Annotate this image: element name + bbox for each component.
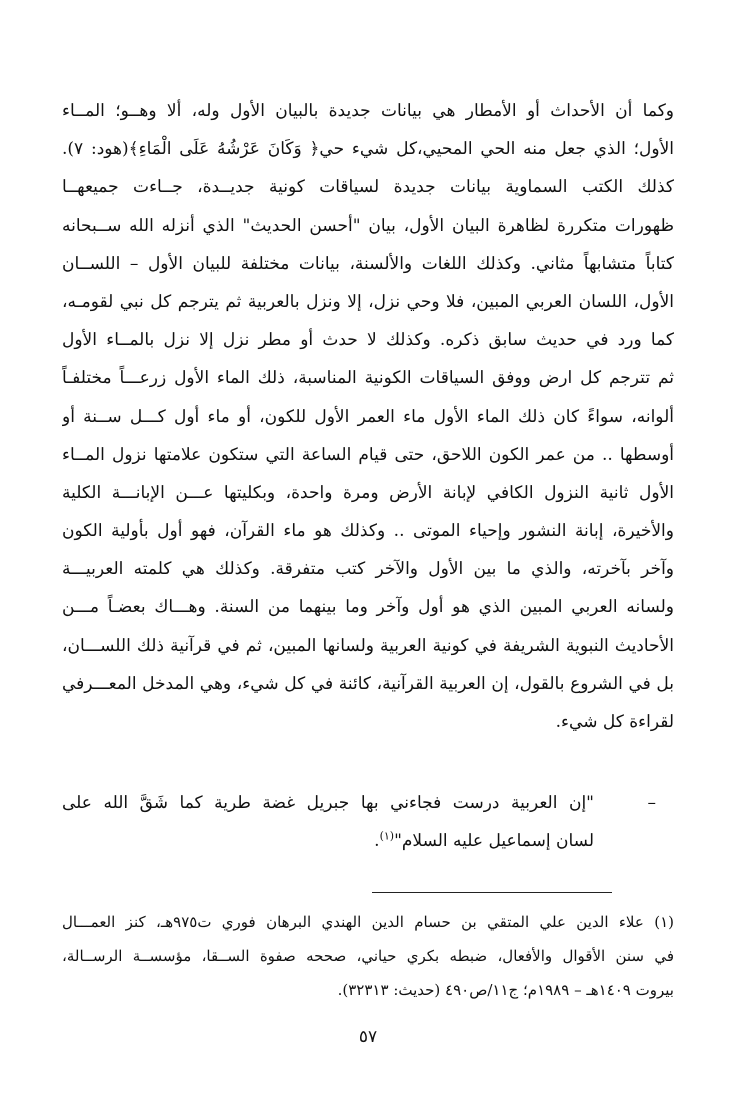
- body-line: الأول، اللسان العربي المبين، فلا وحي نزل، إلا ونزل بالعربية ثم يترجم كل نبي لقومـه،: [62, 291, 674, 312]
- body-line: ظهورات متكررة لظاهرة البيان الأول، بيان "أحسن الحديث" الذي أنزله الله ســبحانه: [62, 215, 674, 236]
- footnote-line: في سنن الأقوال والأفعال، ضبطه بكري حياني، صححه صفوة الســقا، مؤسســة الرســالة،: [62, 947, 674, 965]
- body-line: والأخيرة، إبانة النشور وإحياء الموتى .. وكذلك هو ماء القرآن، فهو أول بأولية الكون: [62, 521, 674, 542]
- footnote-reference[interactable]: (١): [379, 829, 395, 843]
- body-line: ولسانه العربي المبين الذي هو أول وآخر وما بينهما من السنة. وهـــاك بعضـاً مـــن: [62, 597, 674, 618]
- body-line: ثم تترجم كل ارض ووفق السياقات الكونية المناسبة، ذلك الماء الأول زرعـــاً مختلفـاً: [62, 368, 674, 389]
- page-number: ٥٧: [358, 1027, 378, 1047]
- quote-dash: –: [647, 793, 656, 813]
- body-line: وآخر بآخرته، والذي ما بين الأول والآخر كتب متفرقة. وكذلك هي كلمته العربيـــة: [62, 559, 674, 580]
- quote-text: "إن العربية درست فجاءني بها جبريل غضة طرية كما شَقَّ الله على: [62, 793, 594, 813]
- body-line: الأول؛ الذي جعل منه الحي المحيي،كل شيء حي﴿ وَكَانَ عَرْشُهُ عَلَى الْمَاءِ﴾(هود: ٧).: [62, 139, 674, 160]
- hadith-quote: [62, 784, 674, 860]
- footnote-line: (١) علاء الدين علي المتقي بن حسام الدين الهندي البرهان فوري ت٩٧٥هـ، كنز العمـــال: [62, 913, 674, 931]
- body-line: وكما أن الأحداث أو الأمطار هي بيانات جديدة بالبيان الأول وله، ألا وهــو؛ المــاء: [62, 101, 674, 121]
- quote-text-end: لسان إسماعيل عليه السلام"$^{(١)}$.: [374, 829, 594, 851]
- quote-line-2: [62, 822, 674, 860]
- quote-text: لسان إسماعيل عليه السلام": [394, 831, 594, 851]
- body-line: كتاباً متشابهاً مثاني. وكذلك اللغات والألسنة، بيانات مختلفة للبيان الأول – اللســان: [62, 253, 674, 274]
- body-line: ألوانه، سواءً كان ذلك الماء الأول ماء العمر الأول للكون، أو ماء أول كـــل ســنة أو: [62, 406, 674, 427]
- body-line: كما ورد في حديث سابق ذكره. وكذلك لا حدث أو مطر نزل إلا نزل بالمــاء الأول: [62, 330, 674, 351]
- quote-line-1: [62, 784, 674, 822]
- body-line: بل في الشروع بالقول، إن العربية القرآنية، كائنة في كل شيء، وهي المدخل المعـــرفي: [62, 673, 674, 694]
- body-line: الأحاديث النبوية الشريفة في كونية العربية ولسانها المبين، ثم في قرآنية ذلك اللســـان،: [62, 635, 674, 656]
- body-line: الأول ثانية النزول الكافي لإبانة الأرض ومرة واحدة، وبكليتها عـــن الإبانـــة الكلية: [62, 482, 674, 503]
- body-line: أوسطها .. من عمر الكون اللاحق، حتى قيام الساعة التي ستكون علامتها نزول المــاء: [62, 444, 674, 465]
- body-line: لقراءة كل شيء.: [555, 712, 674, 732]
- footnotes: [62, 905, 674, 1007]
- footnote-separator: [372, 892, 612, 893]
- body-line: كذلك الكتب السماوية بيانات جديدة لسياقات كونية جديــدة، جــاءت جميعهــا: [62, 177, 674, 198]
- footnote-line: بيروت ١٤٠٩هـ – ١٩٨٩م؛ ج١١/ص٤٩٠ (حديث: ٣٢٣١٣).: [337, 981, 674, 999]
- main-text: [62, 92, 674, 741]
